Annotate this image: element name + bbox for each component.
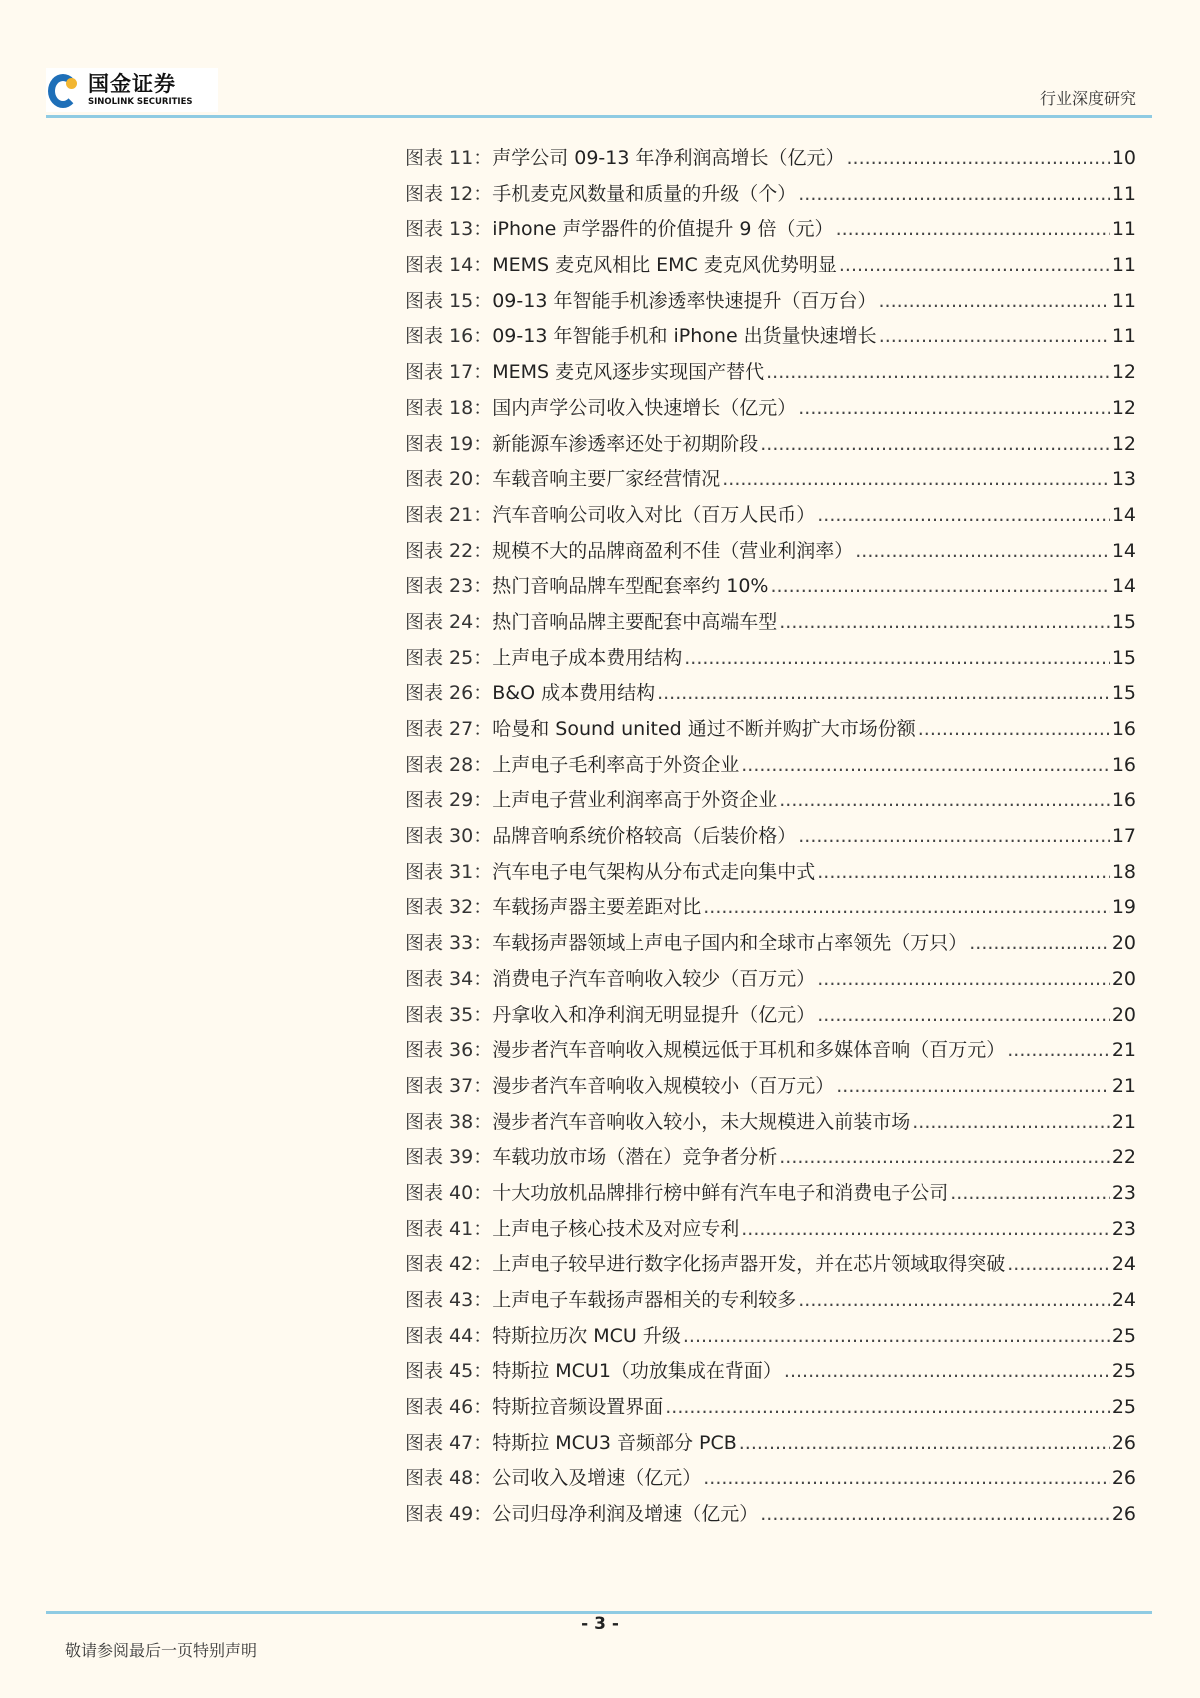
figure-title: 车载功放市场（潜在）竞争者分析 xyxy=(492,1146,778,1169)
figure-title: 漫步者汽车音响收入规模远低于耳机和多媒体音响（百万元） xyxy=(492,1039,1006,1062)
page-ref: 23 xyxy=(1111,1217,1136,1240)
page-ref: 11 xyxy=(1111,182,1136,205)
dot-leader xyxy=(855,534,1110,570)
page-ref: 22 xyxy=(1111,1146,1136,1169)
toc-entry[interactable] xyxy=(405,1247,1136,1283)
logo-name-cn: 国金证券 xyxy=(88,72,176,96)
figure-title: 消费电子汽车音响收入较少（百万元） xyxy=(492,967,816,990)
toc-entry[interactable] xyxy=(405,962,1136,998)
toc-entry[interactable] xyxy=(405,1069,1136,1105)
toc-entry[interactable] xyxy=(405,783,1136,819)
dot-leader xyxy=(760,1497,1110,1533)
page-ref: 15 xyxy=(1111,610,1136,633)
figure-title: 上声电子营业利润率高于外资企业 xyxy=(492,789,778,812)
figure-label: 图表 43： xyxy=(405,1289,493,1311)
toc-entry[interactable] xyxy=(405,462,1136,498)
page-ref: 23 xyxy=(1111,1181,1136,1204)
dot-leader xyxy=(798,177,1110,213)
report-type: 行业深度研究 xyxy=(1039,89,1136,108)
page-ref: 26 xyxy=(1111,1503,1136,1526)
toc-entry[interactable] xyxy=(405,819,1136,855)
figure-label: 图表 41： xyxy=(405,1217,493,1240)
toc-entry[interactable] xyxy=(405,641,1136,677)
dot-leader xyxy=(798,819,1110,855)
page-ref: 25 xyxy=(1111,1324,1136,1347)
dot-leader xyxy=(766,355,1110,391)
figure-label: 图表 16： xyxy=(405,325,493,348)
toc-entry[interactable] xyxy=(405,212,1136,248)
page-ref: 11 xyxy=(1111,289,1136,312)
toc-entry[interactable] xyxy=(405,1176,1136,1212)
toc-entry[interactable] xyxy=(405,605,1136,641)
figure-label: 图表 18： xyxy=(405,396,493,419)
dot-leader xyxy=(817,498,1110,534)
dot-leader xyxy=(771,569,1110,605)
figure-label: 图表 40： xyxy=(405,1181,493,1204)
figure-title: 上声电子毛利率高于外资企业 xyxy=(492,753,740,776)
figure-title: 公司归母净利润及增速（亿元） xyxy=(492,1503,759,1526)
figure-title: 09-13 年智能手机和 iPhone 出货量快速增长 xyxy=(492,325,877,348)
figure-label: 图表 36： xyxy=(405,1039,493,1062)
dot-leader xyxy=(779,1140,1110,1176)
figure-label: 图表 48： xyxy=(405,1467,493,1490)
dot-leader xyxy=(836,1069,1110,1105)
toc-entry[interactable] xyxy=(405,1283,1136,1319)
dot-leader xyxy=(1007,1247,1110,1283)
toc-entry[interactable] xyxy=(405,998,1136,1034)
figure-title: 公司收入及增速（亿元） xyxy=(492,1467,702,1490)
figure-label: 图表 21： xyxy=(405,503,493,526)
figure-label: 图表 34： xyxy=(405,967,493,990)
figure-title: 车载音响主要厂家经营情况 xyxy=(492,468,721,491)
dot-leader xyxy=(817,855,1110,891)
toc-entry[interactable] xyxy=(405,141,1136,177)
toc-entry[interactable] xyxy=(405,355,1136,391)
dot-leader xyxy=(722,462,1110,498)
figure-label: 图表 13： xyxy=(405,218,493,241)
figure-label: 图表 44： xyxy=(405,1324,493,1347)
dot-leader xyxy=(779,605,1110,641)
toc-entry[interactable] xyxy=(405,1461,1136,1497)
toc-entry[interactable] xyxy=(405,498,1136,534)
page-ref: 13 xyxy=(1111,468,1136,491)
toc-entry[interactable] xyxy=(405,248,1136,284)
toc-entry[interactable] xyxy=(405,177,1136,213)
figure-label: 图表 28： xyxy=(405,753,493,776)
page-ref: 21 xyxy=(1111,1074,1136,1097)
figure-label: 图表 27： xyxy=(405,718,493,740)
disclaimer-note: 敬请参阅最后一页特别声明 xyxy=(65,1641,258,1660)
figure-title: 漫步者汽车音响收入较小，未大规模进入前装市场 xyxy=(492,1110,911,1133)
dot-leader xyxy=(969,926,1110,962)
figure-title: 汽车电子电气架构从分布式走向集中式 xyxy=(492,860,816,883)
dot-leader xyxy=(950,1176,1110,1212)
dot-leader xyxy=(836,212,1110,248)
figure-label: 图表 42： xyxy=(405,1253,493,1276)
toc-entry[interactable] xyxy=(405,712,1136,748)
figure-label: 图表 14： xyxy=(405,254,493,277)
page-ref: 10 xyxy=(1111,147,1136,169)
toc-entry[interactable] xyxy=(405,569,1136,605)
page-ref: 26 xyxy=(1111,1431,1136,1454)
company-logo xyxy=(46,68,218,112)
toc-entry[interactable] xyxy=(405,676,1136,712)
figure-title: 手机麦克风数量和质量的升级（个） xyxy=(492,182,797,205)
dot-leader xyxy=(657,676,1110,712)
page-ref: 19 xyxy=(1111,896,1136,919)
page-ref: 20 xyxy=(1111,1003,1136,1026)
figure-label: 图表 39： xyxy=(405,1146,493,1169)
toc-entry[interactable] xyxy=(405,1140,1136,1176)
figure-title: 上声电子成本费用结构 xyxy=(492,646,683,669)
figure-title: 丹拿收入和净利润无明显提升（亿元） xyxy=(492,1003,816,1026)
figure-title: 09-13 年智能手机渗透率快速提升（百万台） xyxy=(492,289,877,312)
dot-leader xyxy=(912,1105,1110,1141)
figure-title: 热门音响品牌车型配套率约 10% xyxy=(492,575,769,598)
figure-label: 图表 37： xyxy=(405,1074,493,1097)
page-ref: 12 xyxy=(1111,432,1136,455)
figure-title: B&O 成本费用结构 xyxy=(492,682,656,705)
dot-leader xyxy=(703,1461,1110,1497)
page-ref: 25 xyxy=(1111,1396,1136,1419)
figure-title: 车载扬声器领域上声电子国内和全球市占率领先（万只） xyxy=(492,932,968,955)
dot-leader xyxy=(741,1212,1110,1248)
dot-leader xyxy=(879,319,1110,355)
figure-title: 声学公司 09-13 年净利润高增长（亿元） xyxy=(492,147,845,169)
figure-label: 图表 45： xyxy=(405,1360,493,1383)
figure-title: 上声电子较早进行数字化扬声器开发，并在芯片领域取得突破 xyxy=(492,1253,1006,1276)
page-ref: 11 xyxy=(1111,218,1136,241)
dot-leader xyxy=(847,141,1110,177)
figure-label: 图表 32： xyxy=(405,896,493,919)
page-ref: 14 xyxy=(1111,539,1136,562)
toc-entry[interactable] xyxy=(405,391,1136,427)
figure-title: 规模不大的品牌商盈利不佳（营业利润率） xyxy=(492,539,854,562)
figure-label: 图表 22： xyxy=(405,539,493,562)
toc-entry[interactable] xyxy=(405,748,1136,784)
toc-entry[interactable] xyxy=(405,427,1136,463)
figure-label: 图表 46： xyxy=(405,1396,493,1419)
page-ref: 15 xyxy=(1111,682,1136,705)
figure-label: 图表 19： xyxy=(405,432,493,455)
toc-entry[interactable] xyxy=(405,1212,1136,1248)
logo-name-en: SINOLINK SECURITIES xyxy=(88,97,193,107)
figure-label: 图表 17： xyxy=(405,361,493,384)
figure-label: 图表 38： xyxy=(405,1110,493,1133)
dot-leader xyxy=(779,783,1110,819)
logo-icon xyxy=(46,70,82,110)
figure-label: 图表 26： xyxy=(405,682,493,705)
figure-title: 漫步者汽车音响收入规模较小（百万元） xyxy=(492,1074,835,1097)
toc-entry[interactable] xyxy=(405,1105,1136,1141)
figure-label: 图表 25： xyxy=(405,646,493,669)
figure-label: 图表 20： xyxy=(405,468,493,491)
dot-leader xyxy=(798,1283,1110,1319)
dot-leader xyxy=(1007,1033,1110,1069)
toc-entry[interactable] xyxy=(405,1426,1136,1462)
dot-leader xyxy=(684,641,1110,677)
page-ref: 11 xyxy=(1111,254,1136,277)
page-ref: 24 xyxy=(1111,1289,1136,1311)
figure-title: 热门音响品牌主要配套中高端车型 xyxy=(492,610,778,633)
page-ref: 14 xyxy=(1111,503,1136,526)
toc-entry[interactable] xyxy=(405,1033,1136,1069)
toc-entry[interactable] xyxy=(405,926,1136,962)
page-ref: 17 xyxy=(1111,825,1136,848)
toc-entry[interactable] xyxy=(405,284,1136,320)
page-ref: 20 xyxy=(1111,967,1136,990)
figure-title: 特斯拉音频设置界面 xyxy=(492,1396,664,1419)
figure-label: 图表 15： xyxy=(405,289,493,312)
page-ref: 18 xyxy=(1111,860,1136,883)
figure-title: 哈曼和 Sound united 通过不断并购扩大市场份额 xyxy=(492,718,916,740)
page-ref: 16 xyxy=(1111,718,1136,740)
toc-entry[interactable] xyxy=(405,1354,1136,1390)
dot-leader xyxy=(817,998,1110,1034)
toc-entry[interactable] xyxy=(405,319,1136,355)
dot-leader xyxy=(760,427,1110,463)
figure-label: 图表 11： xyxy=(405,147,493,169)
page-ref: 16 xyxy=(1111,753,1136,776)
page-ref: 24 xyxy=(1111,1253,1136,1276)
page-ref: 25 xyxy=(1111,1360,1136,1383)
table-of-figures xyxy=(405,141,1136,1533)
figure-label: 图表 33： xyxy=(405,932,493,955)
toc-entry[interactable] xyxy=(405,1497,1136,1533)
dot-leader xyxy=(703,890,1110,926)
figure-title: MEMS 麦克风相比 EMC 麦克风优势明显 xyxy=(492,254,837,277)
figure-label: 图表 30： xyxy=(405,825,493,848)
toc-entry[interactable] xyxy=(405,855,1136,891)
figure-title: iPhone 声学器件的价值提升 9 倍（元） xyxy=(492,218,834,241)
page-ref: 12 xyxy=(1111,396,1136,419)
page-ref: 11 xyxy=(1111,325,1136,348)
dot-leader xyxy=(665,1390,1110,1426)
dot-leader xyxy=(798,391,1110,427)
dot-leader xyxy=(817,962,1110,998)
figure-label: 图表 35： xyxy=(405,1003,493,1026)
page-ref: 21 xyxy=(1111,1039,1136,1062)
figure-title: 国内声学公司收入快速增长（亿元） xyxy=(492,396,797,419)
page-ref: 21 xyxy=(1111,1110,1136,1133)
figure-title: 上声电子核心技术及对应专利 xyxy=(492,1217,740,1240)
dot-leader xyxy=(683,1319,1110,1355)
page-ref: 14 xyxy=(1111,575,1136,598)
figure-label: 图表 31： xyxy=(405,860,493,883)
figure-title: 十大功放机品牌排行榜中鲜有汽车电子和消费电子公司 xyxy=(492,1181,949,1204)
toc-entry[interactable] xyxy=(405,890,1136,926)
page-ref: 15 xyxy=(1111,646,1136,669)
figure-title: 新能源车渗透率还处于初期阶段 xyxy=(492,432,759,455)
dot-leader xyxy=(878,284,1109,320)
figure-title: 特斯拉历次 MCU 升级 xyxy=(492,1324,681,1347)
toc-entry[interactable] xyxy=(405,534,1136,570)
figure-title: 品牌音响系统价格较高（后装价格） xyxy=(492,825,797,848)
figure-label: 图表 24： xyxy=(405,610,493,633)
dot-leader xyxy=(784,1354,1110,1390)
page-number: - 3 - xyxy=(581,1614,619,1634)
figure-title: MEMS 麦克风逐步实现国产替代 xyxy=(492,361,765,384)
dot-leader xyxy=(918,712,1110,748)
figure-title: 汽车音响公司收入对比（百万人民币） xyxy=(492,503,816,526)
toc-entry[interactable] xyxy=(405,1390,1136,1426)
dot-leader xyxy=(741,748,1110,784)
figure-label: 图表 12： xyxy=(405,182,493,205)
figure-label: 图表 49： xyxy=(405,1503,493,1526)
page-ref: 16 xyxy=(1111,789,1136,812)
header-divider xyxy=(46,115,1152,118)
figure-title: 特斯拉 MCU3 音频部分 PCB xyxy=(492,1431,737,1454)
figure-title: 上声电子车载扬声器相关的专利较多 xyxy=(492,1289,797,1311)
figure-label: 图表 23： xyxy=(405,575,493,598)
page-ref: 12 xyxy=(1111,361,1136,384)
page-ref: 20 xyxy=(1111,932,1136,955)
dot-leader xyxy=(839,248,1110,284)
figure-label: 图表 47： xyxy=(405,1431,493,1454)
page-ref: 26 xyxy=(1111,1467,1136,1490)
figure-title: 特斯拉 MCU1（功放集成在背面） xyxy=(492,1360,782,1383)
toc-entry[interactable] xyxy=(405,1319,1136,1355)
figure-label: 图表 29： xyxy=(405,789,493,812)
figure-title: 车载扬声器主要差距对比 xyxy=(492,896,702,919)
dot-leader xyxy=(739,1426,1110,1462)
